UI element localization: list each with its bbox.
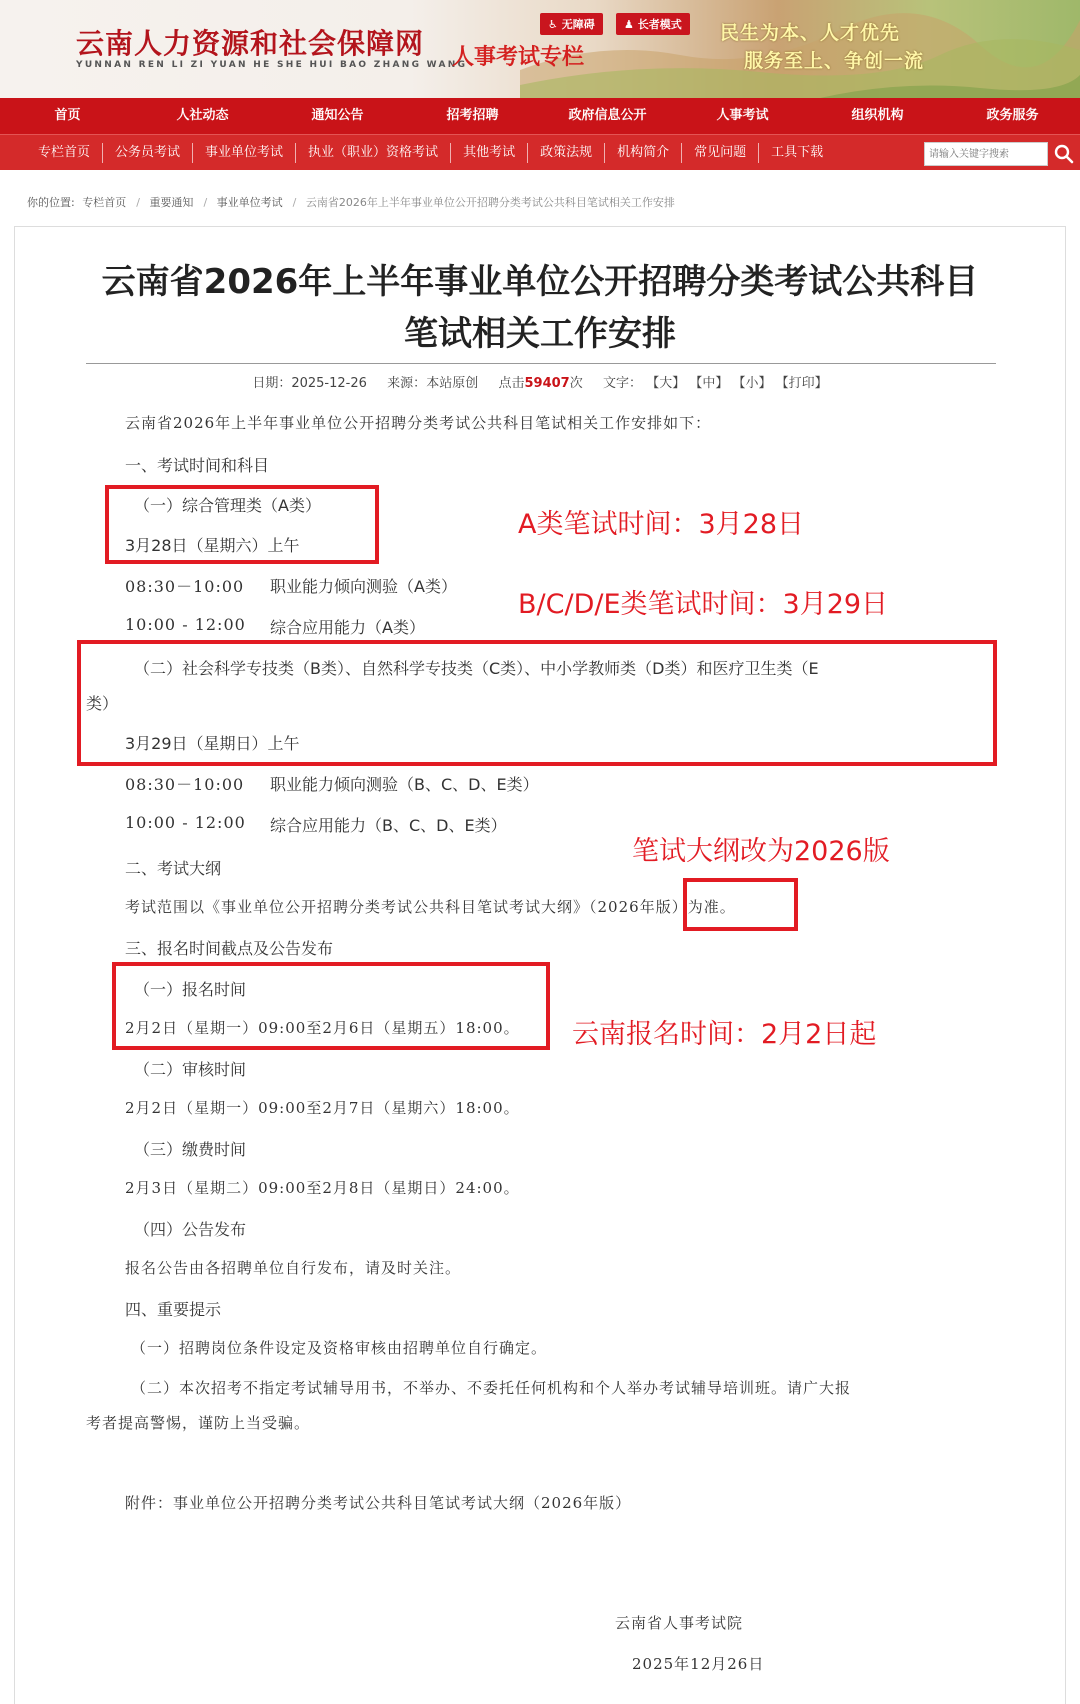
section-3-1-text: 2月2日（星期一）09:00至2月6日（星期五）18:00。 bbox=[125, 1019, 520, 1037]
meta-source-label: 来源： bbox=[387, 376, 427, 391]
font-size-large-button[interactable]: 【大】 bbox=[646, 376, 686, 391]
subnav-item-home[interactable]: 专栏首页 bbox=[0, 143, 103, 163]
highlight-box-outline bbox=[683, 878, 798, 931]
meta-hits-count: 59407 bbox=[524, 376, 570, 391]
attachment-link[interactable]: 附件：事业单位公开招聘分类考试公共科目笔试考试大纲（2026年版） bbox=[125, 1494, 632, 1512]
meta-hits-label: 点击 bbox=[498, 376, 525, 391]
elder-mode-label: 长者模式 bbox=[637, 18, 682, 31]
signature-organization: 云南省人事考试院 bbox=[615, 1614, 744, 1632]
section-1b-time-2: 10:00 - 12:00 bbox=[125, 813, 246, 832]
meta-date: 2025-12-26 bbox=[291, 376, 367, 391]
section-4-2-text-line-1: （二）本次招考不指定考试辅导用书，不举办、不委托任何机构和个人举办考试辅导培训班。请广大报 bbox=[131, 1379, 852, 1397]
section-1a-time-2: 10:00 - 12:00 bbox=[125, 615, 246, 634]
meta-hits-unit: 次 bbox=[569, 376, 583, 391]
nav-item-home[interactable]: 首页 bbox=[54, 108, 81, 123]
meta-font-label: 文字： bbox=[603, 376, 643, 391]
signature-date: 2025年12月26日 bbox=[632, 1655, 765, 1673]
elder-icon: ♟ bbox=[624, 18, 634, 31]
section-3-2-text: 2月2日（星期一）09:00至2月7日（星期六）18:00。 bbox=[125, 1099, 520, 1117]
sub-nav bbox=[0, 134, 1080, 170]
breadcrumb-link-category[interactable]: 事业单位考试 bbox=[216, 196, 283, 209]
section-3-4-text: 报名公告由各招聘单位自行发布，请及时关注。 bbox=[125, 1259, 462, 1277]
section-3-3-heading: （三）缴费时间 bbox=[134, 1140, 247, 1159]
site-title[interactable]: 云南人力资源和社会保障网 bbox=[76, 27, 425, 60]
section-1b-subject-1: 职业能力倾向测验（B、C、D、E类） bbox=[270, 775, 539, 794]
breadcrumb-separator: / bbox=[203, 196, 208, 209]
annotation-a-exam: A类笔试时间：3月28日 bbox=[518, 509, 805, 540]
article-title bbox=[0, 256, 1080, 360]
breadcrumb-link-notices[interactable]: 重要通知 bbox=[149, 196, 194, 209]
nav-item-services[interactable]: 政务服务 bbox=[986, 108, 1039, 123]
section-2-text-part-1: 考试范围以《事业单位公开招聘分类考试公共科目笔试考试大纲》 bbox=[125, 898, 590, 916]
meta-date-label: 日期： bbox=[252, 376, 292, 391]
main-nav bbox=[0, 98, 1080, 134]
section-1b-subject-2: 综合应用能力（B、C、D、E类） bbox=[270, 816, 507, 835]
site-banner bbox=[0, 0, 1080, 98]
section-3-1-heading: （一）报名时间 bbox=[134, 980, 247, 999]
article-title-line-2: 笔试相关工作安排 bbox=[404, 314, 676, 354]
breadcrumb bbox=[27, 194, 679, 210]
outline-version: （2026年版） bbox=[589, 898, 688, 916]
subnav-item-downloads[interactable]: 工具下载 bbox=[771, 144, 824, 160]
title-divider bbox=[86, 363, 996, 364]
section-2-text-part-3: 为准。 bbox=[687, 898, 736, 916]
nav-item-news[interactable]: 人社动态 bbox=[176, 108, 229, 123]
highlight-box-signup bbox=[112, 962, 550, 1050]
section-4-2-text-line-2: 考者提高警惕，谨防上当受骗。 bbox=[86, 1414, 311, 1432]
print-button[interactable]: 【打印】 bbox=[775, 376, 828, 391]
search-input[interactable] bbox=[924, 142, 1048, 166]
section-1a-heading: （一）综合管理类（A类） bbox=[134, 496, 321, 515]
accessibility-label: 无障碍 bbox=[561, 18, 595, 31]
section-4-1-text: （一）招聘岗位条件设定及资格审核由招聘单位自行确定。 bbox=[131, 1339, 548, 1357]
nav-item-organization[interactable]: 组织机构 bbox=[851, 108, 904, 123]
highlight-box-bcde-exam bbox=[77, 640, 997, 766]
font-size-medium-button[interactable]: 【中】 bbox=[689, 376, 729, 391]
section-1a-subject-2: 综合应用能力（A类） bbox=[270, 618, 425, 637]
section-2-heading: 二、考试大纲 bbox=[125, 859, 222, 878]
section-2-text bbox=[125, 896, 736, 917]
article-title-line-1: 云南省2026年上半年事业单位公开招聘分类考试公共科目 bbox=[101, 262, 979, 302]
annotation-bcde-exam: B/C/D/E类笔试时间：3月29日 bbox=[518, 589, 889, 620]
section-1-heading: 一、考试时间和科目 bbox=[125, 456, 270, 475]
subnav-item-public-institution[interactable]: 事业单位考试 bbox=[193, 143, 296, 163]
annotation-outline: 笔试大纲改为2026版 bbox=[632, 836, 890, 867]
section-3-3-text: 2月3日（星期二）09:00至2月8日（星期日）24:00。 bbox=[125, 1179, 520, 1197]
nav-item-notices[interactable]: 通知公告 bbox=[311, 108, 364, 123]
nav-item-recruitment[interactable]: 招考招聘 bbox=[446, 108, 499, 123]
meta-source: 本站原创 bbox=[426, 376, 479, 391]
subnav-item-other[interactable]: 其他考试 bbox=[451, 143, 528, 163]
subnav-item-qualification[interactable]: 执业（职业）资格考试 bbox=[296, 143, 451, 163]
intro-paragraph: 云南省2026年上半年事业单位公开招聘分类考试公共科目笔试相关工作安排如下： bbox=[125, 414, 712, 432]
slogan-line-1: 民生为本、人才优先 bbox=[720, 22, 901, 44]
annotation-signup: 云南报名时间：2月2日起 bbox=[572, 1019, 877, 1050]
section-1b-heading-line-1: （二）社会科学专技类（B类）、自然科学专技类（C类）、中小学教师类（D类）和医疗卫生类（E bbox=[134, 659, 819, 678]
article-meta bbox=[0, 372, 1080, 391]
section-1b-heading-line-2: 类） bbox=[86, 694, 119, 713]
section-1a-time-1: 08:30－10:00 bbox=[125, 577, 245, 596]
breadcrumb-current: 云南省2026年上半年事业单位公开招聘分类考试公共科目笔试相关工作安排 bbox=[305, 196, 675, 209]
breadcrumb-separator: / bbox=[136, 196, 140, 209]
subnav-item-faq[interactable]: 常见问题 bbox=[682, 143, 759, 163]
section-3-4-heading: （四）公告发布 bbox=[134, 1220, 247, 1239]
section-1b-time-1: 08:30－10:00 bbox=[125, 775, 245, 794]
section-title: 人事考试专栏 bbox=[452, 44, 585, 70]
section-3-2-heading: （二）审核时间 bbox=[134, 1060, 247, 1079]
search-icon[interactable] bbox=[1052, 142, 1076, 166]
accessibility-button[interactable] bbox=[540, 13, 603, 35]
section-1b-date: 3月29日（星期日）上午 bbox=[125, 734, 300, 753]
subnav-item-about[interactable]: 机构简介 bbox=[605, 143, 682, 163]
section-1a-date: 3月28日（星期六）上午 bbox=[125, 536, 300, 555]
section-4-heading: 四、重要提示 bbox=[125, 1300, 222, 1319]
subnav-item-policy[interactable]: 政策法规 bbox=[528, 143, 605, 163]
breadcrumb-separator: / bbox=[292, 196, 297, 209]
font-size-small-button[interactable]: 【小】 bbox=[732, 376, 772, 391]
subnav-item-civil-servant[interactable]: 公务员考试 bbox=[103, 143, 193, 163]
slogan-line-2: 服务至上、争创一流 bbox=[744, 50, 925, 72]
section-1a-subject-1: 职业能力倾向测验（A类） bbox=[270, 577, 457, 596]
breadcrumb-link-home[interactable]: 专栏首页 bbox=[82, 196, 127, 209]
nav-item-gov-info[interactable]: 政府信息公开 bbox=[568, 108, 647, 123]
site-subtitle-pinyin: YUNNAN REN LI ZI YUAN HE SHE HUI BAO ZHANG WANG bbox=[76, 60, 468, 70]
wheelchair-icon: ♿ bbox=[548, 18, 558, 31]
section-3-heading: 三、报名时间截点及公告发布 bbox=[125, 939, 334, 958]
highlight-box-a-exam bbox=[105, 485, 379, 564]
nav-item-exams[interactable]: 人事考试 bbox=[716, 108, 769, 123]
elder-mode-button[interactable] bbox=[616, 13, 690, 35]
breadcrumb-label: 你的位置: bbox=[27, 196, 75, 209]
